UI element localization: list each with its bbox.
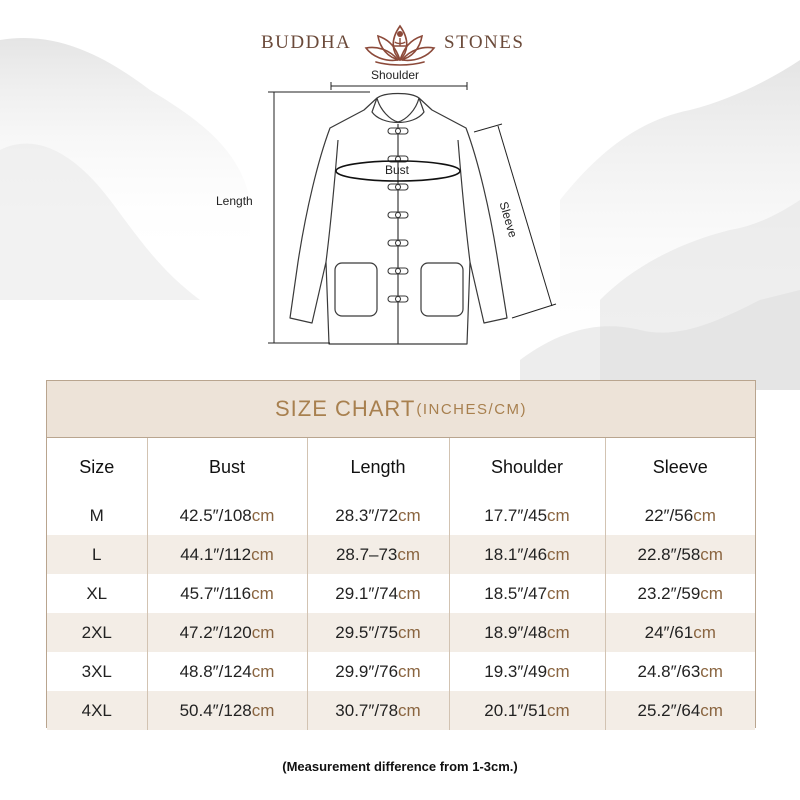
length-label: Length: [216, 194, 253, 208]
length-cell: 30.7″/78cm: [307, 691, 449, 730]
length-cell: 29.5″/75cm: [307, 613, 449, 652]
shoulder-cell: 18.1″/46cm: [449, 535, 605, 574]
bust-cell: 47.2″/120cm: [147, 613, 307, 652]
size-cell: M: [89, 505, 104, 525]
sleeve-cell: 22″/56cm: [605, 496, 755, 535]
measurement-diagram: [0, 0, 800, 380]
header-shoulder: Shoulder: [449, 438, 605, 496]
table-row: [47, 613, 755, 652]
table-row: [47, 535, 755, 574]
table-row: [47, 496, 755, 535]
bust-cell: 42.5″/108cm: [147, 496, 307, 535]
sleeve-cell: 22.8″/58cm: [605, 535, 755, 574]
size-table: [47, 438, 755, 730]
size-cell: 2XL: [47, 613, 147, 652]
sleeve-cell: 24″/61cm: [605, 613, 755, 652]
header-length: Length: [307, 438, 449, 496]
bust-cell: 44.1″/112cm: [147, 535, 307, 574]
bust-cell: 45.7″/116cm: [147, 574, 307, 613]
shoulder-label: Shoulder: [371, 68, 420, 82]
length-cell: 29.1″/74cm: [307, 574, 449, 613]
sleeve-cell: 25.2″/64cm: [605, 691, 755, 730]
size-chart-unit: (INCHES/CM): [416, 400, 528, 418]
length-cell: 28.7–73cm: [307, 535, 449, 574]
measurement-note: (Measurement difference from 1-3cm.): [282, 759, 518, 774]
table-row: [47, 652, 755, 691]
size-chart-title-bar: [47, 381, 755, 438]
brand-name-left: BUDDHA: [261, 32, 352, 53]
shoulder-cell: 20.1″/51cm: [449, 691, 605, 730]
brand-name-right: STONES: [444, 32, 525, 53]
table-row: [47, 574, 755, 613]
size-chart: [46, 380, 756, 728]
sleeve-label: Sleeve: [496, 200, 521, 240]
table-header-row: [47, 438, 755, 496]
sleeve-cell: 23.2″/59cm: [605, 574, 755, 613]
shoulder-cell: 18.5″/47cm: [449, 574, 605, 613]
shoulder-cell: 19.3″/49cm: [449, 652, 605, 691]
size-cell: 3XL: [81, 661, 112, 681]
shoulder-cell: 17.7″/45cm: [449, 496, 605, 535]
header-size: Size: [79, 456, 115, 477]
shoulder-cell: 18.9″/48cm: [449, 613, 605, 652]
size-cell: XL: [86, 583, 108, 603]
bust-label: Bust: [385, 163, 410, 177]
header-sleeve: Sleeve: [605, 438, 755, 496]
size-chart-title: SIZE CHART: [274, 396, 416, 421]
size-cell: 4XL: [47, 691, 147, 730]
mandarin-jacket-icon: [0, 0, 800, 380]
header-bust: Bust: [147, 438, 307, 496]
length-cell: 28.3″/72cm: [307, 496, 449, 535]
bust-cell: 50.4″/128cm: [147, 691, 307, 730]
bust-cell: 48.8″/124cm: [147, 652, 307, 691]
table-row: [47, 691, 755, 730]
size-cell: L: [47, 535, 147, 574]
sleeve-cell: 24.8″/63cm: [605, 652, 755, 691]
length-cell: 29.9″/76cm: [307, 652, 449, 691]
